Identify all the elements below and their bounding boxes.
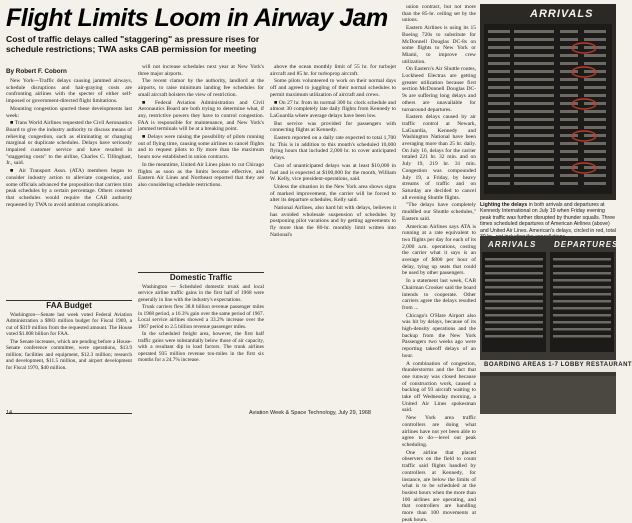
paragraph: will not increase schedules next year at New York's three major airports. — [138, 64, 264, 77]
paragraph: "The delays have completely muddled our Shuttle schedules," Eastern said. — [402, 202, 476, 222]
article-title: Flight Limits Loom in Airway Jam — [6, 4, 388, 32]
paragraph: Washington—Senate last week voted Federal Aviation Administration a $983 million budget for Fiscal 1969, a cut of $319 million from the requested amount. The House voted $1.008 billion for FAA. — [6, 311, 132, 337]
sidebar-heading: Domestic Traffic — [169, 273, 233, 282]
paragraph: Washington — Scheduled domestic trunk and local service airline traffic gains in the first half of 1968 were generally in line with the industry's expectations. — [138, 283, 264, 303]
paragraph: In the scheduled freight area, however, the first half traffic gains were substantially below those of air capacity, with a resultant dip in load factors. The trunk airlines operated 935 million revenue ton-miles in the first six months for a 24.7% increase. — [138, 331, 264, 363]
caption-text: in both arrivals and departures at Kennedy International on July 19 when Friday evening peak traffic was further disrupted by thunder squalls. Three times scheduled departures of American Airlines (above) and United Air Lines. American's delays, circled in red, total — [480, 202, 616, 234]
running-footer: Aviation Week & Space Technology, July 29, 1968 — [249, 410, 371, 416]
paragraph: American Airlines says ATA is running at a rate equivalent to two flights per day for each of its 2,000 a.m. operations, costing the carrier what it says is an average of $800 per hour of delay, tying up seats that could be used by other passengers. — [402, 223, 476, 277]
paragraph: One airline that placed observers on the field to count traffic said flights handled by controllers at Kennedy, for instance, are below the limits of what is to be scheduled at the busiest hours when the more than 100 airlines are operating, and that controllers are handling more than 100 movements at peak hours. — [402, 449, 476, 523]
paragraph: above the ocean monthly limit of 55 hr. for turbojet aircraft and 85 hr. for turboprop aircraft. — [270, 64, 396, 77]
paragraph: ■ On 27 hr. from its normal 300 hr. clock schedule and almost 30 completely late daily flights from Kennedy to LaGuardia where average delays have been low. — [270, 99, 396, 119]
paragraph: On Eastern's Air Shuttle routes, Lockheed Electras are getting greater utilization because first section McDonnell Douglas DC-9s are suffering long delays and others are unavailable for turnaround departures. — [402, 66, 476, 113]
byline: By Robert F. Coborn — [6, 68, 67, 75]
paragraph: ■ Federal Aviation Administration and Civil Aeronautics Board are both trying to determine what, if any, restrictive powers they have to control congestion. FAA is responsible for maintenance, and New York's jammed terminals will be at a breaking point. — [138, 99, 264, 133]
terminal-banner: BOARDING AREAS 1-7 LOBBY RESTAURANT — [484, 362, 632, 368]
paragraph: In a statement last week, CAB Chairman Crooker said the board intends to cooperate. Other carriers agree the delays resulted from ... — [402, 278, 476, 311]
arrivals-board-photo — [480, 4, 616, 200]
paragraph: union contract, but not more than the 85-hr. ceiling set by the unions. — [402, 4, 476, 24]
paragraph: Eastern Airlines is using its 15 Boeing 720s to substitute for McDonnell Douglas DC-8s on some flights to New York or Miami, to improve crew utilization. — [402, 25, 476, 65]
paragraph: Chicago's O'Hare Airport also was hit by delays, because of its high-density operations and the backup from the New York Passengers two weeks ago were reporting takeoff delays of an hour. — [402, 312, 476, 359]
board-title-arrivals: ARRIVALS — [530, 8, 594, 20]
sidebar-heading: FAA Budget — [46, 301, 92, 310]
paragraph: Unless the situation in the New York area shows signs of marked improvement, the carrier will be forced to alter its departure schedules, Kelly said. — [270, 183, 396, 204]
paragraph: The recent clamor by the authority, landlord at the airports, to raise minimum landing fee schedules for small aircraft bolsters the view of restriction. — [138, 78, 264, 98]
paragraph: ■ Trans World Airlines requested the Civil Aeronautics Board to give the industry authority to discuss means of relieving congestion, such as eliminating or changing marginal or duplicate schedules. Delays have seriously impaired customer service and have resulted in "staggering costs" to the airline, Charles C. Tillinghast, Jr., said. — [6, 120, 132, 167]
paragraph: A combination of congestion, thunderstorms and the fact that one runway was closed because of construction work, caused a backlog of 93 aircraft waiting to take off Wednesday morning, a United Air Lines spokesman said. — [402, 360, 476, 414]
paragraph: Eastern delays caused by air traffic control at Newark, LaGuardia, Kennedy and Washington National have been averaging more than 25 hr. daily. On July 16, delays for the carrier totaled 221 hr. 32 min. and on July 19, 219 hr. 31 min. Congestion was compounded July 19, a Friday, by heavy streams of traffic and on Saturday are decided to cancel all evening Shuttle flights. — [402, 114, 476, 201]
paragraph: ■ Delays were raising the possibility of pilots running out of flying time, causing some airlines to cancel flights and to request pilots to fly more than the maximum hours now established in union contracts. — [138, 134, 264, 161]
paragraph: National Airlines, also hard hit with delays, believes it has avoided wholesale suspension of schedules by postponing pilot vacations and by getting agreements to fly more than the 80-hr. monthly limit written into National's — [270, 205, 396, 238]
paragraph: The Senate increases, which are pending before a House-Senate conference committee, were operations, $13.9 million; facilities and equipment, $12.3 million; research and development, $11.5 million, and airport development for Fiscal 1970, $40 million. — [6, 338, 132, 371]
article-deck: Cost of traffic delays called "staggering" as pressure rises for schedule restrictions; TWA asks CAB permission for meeting — [6, 34, 260, 54]
arrivals-board-graphic — [480, 4, 616, 200]
departures-board-graphic — [480, 236, 619, 414]
paragraph: Eastern reported on a daily rate expected to total 1,700 hr. This is in addition to this month's scheduled 10,000 flying hours that included 2,000 hr. to cover anticipated delays. — [270, 135, 396, 162]
paragraph: Trunk carriers flew 38.8 billion revenue passenger miles in 1968 period, a 16.3% gain over the same period of 1967. Local service airlines showed a 33.2% increase over the 1967 period to 2.5 billion revenue passenger miles. — [138, 304, 264, 330]
body-column-4 — [402, 4, 476, 523]
sidebar-domestic-traffic — [138, 272, 264, 413]
paragraph: But service was provided for passengers with connecting flights at Kennedy. — [270, 120, 396, 134]
departures-board-photo — [480, 236, 632, 414]
body-column-2 — [138, 64, 264, 270]
paragraph: Cost of unanticipated delays was at least $10,000 in fuel and is expected at $100,000 for the month, William W. Kelly, vice president-operations, said. — [270, 162, 396, 183]
body-column-1 — [6, 78, 132, 296]
paragraph: ■ Air Transport Assn. (ATA) members began to consider industry action to alleviate congestion, and some officials advanced the proposition that carriers trim peak schedules by a certain percentage. Others contend that schedules would require the CAB authority requested by TWA to avoid antitrust complications. — [6, 168, 132, 208]
paragraph: In the meantime, United Air Lines plans to cut Chicago flights as soon as the limits become effective, and Eastern Air Lines and Northeast reported that they are also considering schedule restrictions. — [138, 161, 264, 188]
caption-lead: Lighting the delays — [480, 202, 528, 208]
sidebar-faa-budget — [6, 300, 132, 414]
photo-caption — [480, 202, 616, 240]
board-title-arrivals-lower: ARRIVALS — [488, 240, 537, 249]
paragraph: New York—Traffic delays causing jammed airways, schedule disruptions and hair-graying costs are confronting airlines with the specter of either self-imposed or government-directed flight limitations. — [6, 78, 132, 105]
body-column-3 — [270, 64, 396, 414]
paragraph: Some pilots volunteered to work on their normal days off and agreed to juggling of their normal schedules to permit maximum utilization of aircraft and crews. — [270, 78, 396, 98]
page-number: 14 — [6, 410, 13, 416]
board-title-departures: DEPARTURES — [554, 240, 619, 249]
page-footer — [6, 410, 614, 418]
paragraph: Mounting congestion spurred these developments last week: — [6, 105, 132, 119]
paragraph: New York area traffic controllers are doing what airlines have not yet been able to agree to do—level out peak scheduling. — [402, 415, 476, 448]
